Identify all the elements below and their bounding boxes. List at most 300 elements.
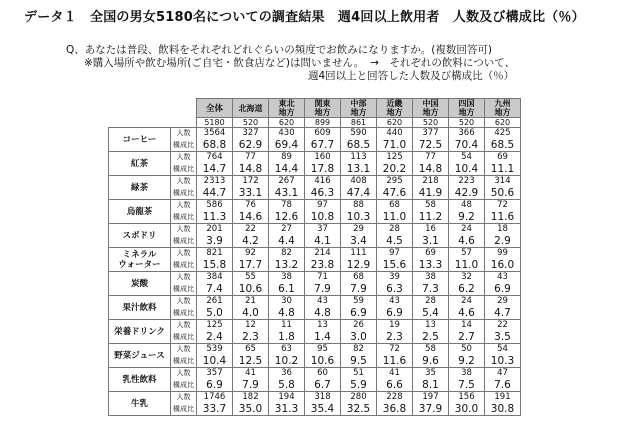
base-n-cell: 520 — [413, 118, 449, 128]
ratio-cell: 11.1 — [485, 162, 521, 176]
table-row — [109, 368, 521, 379]
ratio-cell: 33.1 — [233, 186, 269, 200]
count-cell: 57 — [449, 248, 485, 259]
base-n-cell: 620 — [377, 118, 413, 128]
count-cell: 384 — [197, 272, 233, 283]
table-row — [109, 186, 521, 200]
ratio-cell: 35.0 — [233, 402, 269, 416]
beverage-label — [109, 248, 171, 272]
beverage-label-text: スポドリ — [122, 230, 157, 241]
count-cell: 24 — [449, 296, 485, 307]
count-cell: 54 — [485, 344, 521, 355]
ratio-cell: 62.9 — [233, 138, 269, 152]
count-cell: 63 — [269, 344, 305, 355]
ratio-cell: 4.0 — [233, 306, 269, 320]
beverage-label-text: 栄養ドリンク — [114, 326, 165, 337]
table-row — [109, 354, 521, 368]
count-cell: 191 — [485, 392, 521, 403]
column-header — [413, 99, 449, 118]
ratio-cell: 36.8 — [377, 402, 413, 416]
column-header — [341, 99, 377, 118]
ratio-cell: 47.6 — [377, 186, 413, 200]
count-cell: 68 — [341, 272, 377, 283]
base-n-cell: 520 — [449, 118, 485, 128]
column-header-text: 東北 — [278, 99, 295, 108]
ratio-cell: 14.4 — [269, 162, 305, 176]
ratio-label: 構成比 — [171, 162, 197, 176]
ratio-cell: 10.6 — [305, 354, 341, 368]
count-cell: 11 — [269, 320, 305, 331]
count-cell: 3564 — [197, 128, 233, 139]
beverage-label — [109, 152, 171, 176]
column-header-text: 地方 — [314, 108, 331, 117]
count-cell: 37 — [305, 224, 341, 235]
count-cell: 95 — [305, 344, 341, 355]
count-cell: 12 — [233, 320, 269, 331]
count-cell: 76 — [233, 200, 269, 211]
table-row — [109, 296, 521, 307]
column-header-text: 地方 — [422, 108, 439, 117]
question-note-scope: それぞれの飲料について、 — [389, 57, 516, 69]
count-cell: 88 — [341, 200, 377, 211]
column-header-text: 地方 — [494, 108, 511, 117]
ratio-cell: 14.7 — [197, 162, 233, 176]
count-cell: 18 — [485, 224, 521, 235]
ratio-cell: 30.0 — [449, 402, 485, 416]
ratio-cell: 12.6 — [269, 210, 305, 224]
ratio-cell: 5.0 — [197, 306, 233, 320]
ratio-cell: 46.3 — [305, 186, 341, 200]
ratio-cell: 5.8 — [269, 378, 305, 392]
ratio-cell: 6.3 — [377, 282, 413, 296]
ratio-cell: 10.4 — [197, 354, 233, 368]
count-cell: 1746 — [197, 392, 233, 403]
beverage-label — [109, 272, 171, 296]
column-header-text: 四国 — [458, 99, 475, 108]
ratio-cell: 1.4 — [305, 330, 341, 344]
table-row — [109, 152, 521, 163]
table-row — [109, 378, 521, 392]
count-cell: 125 — [197, 320, 233, 331]
count-cell: 160 — [305, 152, 341, 163]
count-cell: 295 — [377, 176, 413, 187]
ratio-cell: 7.4 — [197, 282, 233, 296]
ratio-cell: 2.7 — [449, 330, 485, 344]
count-label: 人数 — [171, 392, 197, 403]
table-row — [109, 234, 521, 248]
beverage-label-text: 牛乳 — [130, 398, 148, 409]
question-text: Q、あなたは普段、飲料をそれぞれどれぐらいの頻度でお飲みになりますか。(複数回答可) — [66, 44, 492, 56]
beverage-label — [109, 296, 171, 320]
ratio-label: 構成比 — [171, 402, 197, 416]
ratio-cell: 5.9 — [341, 378, 377, 392]
count-cell: 69 — [485, 152, 521, 163]
ratio-cell: 6.1 — [269, 282, 305, 296]
column-header-text: 地方 — [386, 108, 403, 117]
table-row — [109, 344, 521, 355]
count-cell: 32 — [449, 272, 485, 283]
ratio-cell: 35.4 — [305, 402, 341, 416]
count-cell: 41 — [377, 368, 413, 379]
ratio-label: 構成比 — [171, 258, 197, 272]
count-cell: 377 — [413, 128, 449, 139]
ratio-cell: 13.2 — [269, 258, 305, 272]
ratio-cell: 6.9 — [485, 282, 521, 296]
ratio-label: 構成比 — [171, 354, 197, 368]
count-cell: 21 — [233, 296, 269, 307]
table-row — [109, 330, 521, 344]
table-row — [109, 128, 521, 139]
ratio-cell: 44.7 — [197, 186, 233, 200]
ratio-cell: 7.9 — [233, 378, 269, 392]
ratio-cell: 7.9 — [305, 282, 341, 296]
count-cell: 55 — [233, 272, 269, 283]
count-cell: 416 — [305, 176, 341, 187]
ratio-cell: 3.5 — [485, 330, 521, 344]
column-header — [269, 99, 305, 118]
ratio-cell: 6.7 — [305, 378, 341, 392]
ratio-label: 構成比 — [171, 306, 197, 320]
count-cell: 43 — [485, 272, 521, 283]
count-cell: 13 — [413, 320, 449, 331]
count-cell: 48 — [449, 200, 485, 211]
count-cell: 19 — [377, 320, 413, 331]
ratio-cell: 11.0 — [449, 258, 485, 272]
ratio-cell: 6.9 — [341, 306, 377, 320]
count-cell: 38 — [413, 272, 449, 283]
ratio-cell: 11.0 — [377, 210, 413, 224]
count-cell: 318 — [305, 392, 341, 403]
ratio-cell: 4.5 — [377, 234, 413, 248]
column-header — [197, 99, 233, 118]
count-label: 人数 — [171, 320, 197, 331]
count-cell: 43 — [305, 296, 341, 307]
count-cell: 609 — [305, 128, 341, 139]
beverage-label-text: 野菜ジュース — [114, 350, 165, 361]
table-row — [109, 162, 521, 176]
ratio-cell: 2.3 — [377, 330, 413, 344]
table-row — [109, 138, 521, 152]
ratio-cell: 13.3 — [413, 258, 449, 272]
ratio-label: 構成比 — [171, 330, 197, 344]
count-cell: 68 — [377, 200, 413, 211]
ratio-cell: 12.9 — [341, 258, 377, 272]
ratio-cell: 42.9 — [449, 186, 485, 200]
column-header — [233, 99, 269, 118]
base-n-row — [109, 118, 521, 128]
base-n-cell: 620 — [269, 118, 305, 128]
beverage-label-text: 緑茶 — [130, 182, 148, 193]
count-cell: 267 — [269, 176, 305, 187]
ratio-cell: 4.6 — [449, 234, 485, 248]
question-note-text: ※購入場所や飲む場所(ご自宅・飲食店など)は問いません。 — [84, 57, 365, 69]
ratio-cell: 10.2 — [269, 354, 305, 368]
count-cell: 590 — [341, 128, 377, 139]
ratio-cell: 47.4 — [341, 186, 377, 200]
count-cell: 77 — [233, 152, 269, 163]
count-cell: 35 — [413, 368, 449, 379]
count-cell: 38 — [449, 368, 485, 379]
count-cell: 51 — [341, 368, 377, 379]
count-label: 人数 — [171, 296, 197, 307]
ratio-cell: 67.7 — [305, 138, 341, 152]
ratio-label: 構成比 — [171, 138, 197, 152]
ratio-cell: 10.3 — [341, 210, 377, 224]
count-cell: 228 — [377, 392, 413, 403]
ratio-cell: 9.2 — [449, 210, 485, 224]
ratio-cell: 68.5 — [341, 138, 377, 152]
ratio-cell: 11.3 — [197, 210, 233, 224]
ratio-cell: 4.8 — [305, 306, 341, 320]
ratio-cell: 3.1 — [413, 234, 449, 248]
column-header — [305, 99, 341, 118]
count-cell: 201 — [197, 224, 233, 235]
count-cell: 218 — [413, 176, 449, 187]
count-cell: 821 — [197, 248, 233, 259]
count-cell: 29 — [341, 224, 377, 235]
count-cell: 586 — [197, 200, 233, 211]
count-cell: 366 — [449, 128, 485, 139]
ratio-cell: 7.5 — [449, 378, 485, 392]
ratio-label: 構成比 — [171, 378, 197, 392]
base-n-blank-cell — [109, 118, 197, 128]
ratio-cell: 3.9 — [197, 234, 233, 248]
ratio-cell: 71.0 — [377, 138, 413, 152]
count-cell: 125 — [377, 152, 413, 163]
beverage-label-text: 烏龍茶 — [126, 206, 153, 217]
table-row — [109, 320, 521, 331]
count-label: 人数 — [171, 200, 197, 211]
ratio-cell: 10.3 — [485, 354, 521, 368]
ratio-cell: 7.9 — [341, 282, 377, 296]
count-cell: 43 — [377, 296, 413, 307]
count-cell: 197 — [413, 392, 449, 403]
ratio-cell: 4.1 — [305, 234, 341, 248]
ratio-cell: 6.9 — [377, 306, 413, 320]
ratio-cell: 32.5 — [341, 402, 377, 416]
ratio-cell: 69.4 — [269, 138, 305, 152]
ratio-cell: 14.8 — [413, 162, 449, 176]
column-header-text: 北海道 — [238, 103, 263, 113]
count-cell: 194 — [269, 392, 305, 403]
count-cell: 430 — [269, 128, 305, 139]
ratio-cell: 10.6 — [233, 282, 269, 296]
beverage-label — [109, 200, 171, 224]
ratio-label: 構成比 — [171, 234, 197, 248]
arrow-icon: → — [370, 57, 379, 69]
count-cell: 47 — [485, 368, 521, 379]
ratio-cell: 2.4 — [197, 330, 233, 344]
count-cell: 97 — [305, 200, 341, 211]
count-label: 人数 — [171, 344, 197, 355]
ratio-label: 構成比 — [171, 282, 197, 296]
ratio-cell: 11.6 — [377, 354, 413, 368]
count-cell: 82 — [269, 248, 305, 259]
count-cell: 78 — [269, 200, 305, 211]
ratio-cell: 4.6 — [449, 306, 485, 320]
count-cell: 99 — [485, 248, 521, 259]
count-cell: 2313 — [197, 176, 233, 187]
count-cell: 16 — [413, 224, 449, 235]
count-cell: 92 — [233, 248, 269, 259]
ratio-cell: 12.5 — [233, 354, 269, 368]
count-cell: 26 — [341, 320, 377, 331]
count-cell: 65 — [233, 344, 269, 355]
count-cell: 30 — [269, 296, 305, 307]
count-cell: 82 — [341, 344, 377, 355]
count-cell: 27 — [269, 224, 305, 235]
ratio-cell: 37.9 — [413, 402, 449, 416]
count-cell: 50 — [449, 344, 485, 355]
table-row — [109, 200, 521, 211]
ratio-cell: 6.2 — [449, 282, 485, 296]
ratio-cell: 3.0 — [341, 330, 377, 344]
count-cell: 764 — [197, 152, 233, 163]
count-cell: 38 — [269, 272, 305, 283]
table-row — [109, 272, 521, 283]
beverage-label-text: ミネラル — [122, 249, 157, 260]
ratio-cell: 30.8 — [485, 402, 521, 416]
ratio-cell: 4.8 — [269, 306, 305, 320]
beverage-label — [109, 320, 171, 344]
ratio-cell: 6.9 — [197, 378, 233, 392]
table-row — [109, 392, 521, 403]
beverage-label-text: ウォーター — [118, 259, 161, 270]
ratio-cell: 8.1 — [413, 378, 449, 392]
count-cell: 28 — [413, 296, 449, 307]
count-cell: 71 — [305, 272, 341, 283]
column-header-text: 全体 — [205, 104, 223, 114]
ratio-cell: 6.6 — [377, 378, 413, 392]
ratio-cell: 11.6 — [485, 210, 521, 224]
ratio-cell: 2.9 — [485, 234, 521, 248]
count-cell: 22 — [485, 320, 521, 331]
count-cell: 111 — [341, 248, 377, 259]
beverage-label-text: 炭酸 — [130, 278, 148, 289]
ratio-cell: 68.5 — [485, 138, 521, 152]
beverage-label — [109, 392, 171, 416]
ratio-cell: 50.6 — [485, 186, 521, 200]
count-cell: 327 — [233, 128, 269, 139]
count-cell: 13 — [305, 320, 341, 331]
count-cell: 89 — [269, 152, 305, 163]
count-cell: 97 — [377, 248, 413, 259]
ratio-cell: 10.4 — [449, 162, 485, 176]
table-row — [109, 210, 521, 224]
ratio-cell: 31.3 — [269, 402, 305, 416]
ratio-cell: 17.7 — [233, 258, 269, 272]
count-cell: 24 — [449, 224, 485, 235]
ratio-cell: 2.5 — [413, 330, 449, 344]
base-n-cell: 899 — [305, 118, 341, 128]
count-cell: 22 — [233, 224, 269, 235]
count-label: 人数 — [171, 248, 197, 259]
ratio-cell: 2.3 — [233, 330, 269, 344]
ratio-cell: 17.8 — [305, 162, 341, 176]
count-cell: 314 — [485, 176, 521, 187]
ratio-cell: 4.7 — [485, 306, 521, 320]
count-cell: 440 — [377, 128, 413, 139]
ratio-cell: 68.8 — [197, 138, 233, 152]
ratio-cell: 7.3 — [413, 282, 449, 296]
page-title: データ１ 全国の男女5180名についての調査結果 週4回以上飲用者 人数及び構成比（％） — [24, 10, 585, 25]
beverage-label-text: コーヒー — [122, 134, 157, 145]
ratio-cell: 9.6 — [413, 354, 449, 368]
beverage-label — [109, 176, 171, 200]
ratio-cell: 33.7 — [197, 402, 233, 416]
ratio-cell: 72.5 — [413, 138, 449, 152]
count-cell: 280 — [341, 392, 377, 403]
column-header-text: 九州 — [494, 99, 511, 108]
column-header-text: 地方 — [458, 108, 475, 117]
table-row — [109, 258, 521, 272]
count-cell: 214 — [305, 248, 341, 259]
ratio-cell: 4.2 — [233, 234, 269, 248]
base-n-cell: 620 — [485, 118, 521, 128]
count-cell: 60 — [305, 368, 341, 379]
table-row — [109, 176, 521, 187]
count-cell: 539 — [197, 344, 233, 355]
count-cell: 357 — [197, 368, 233, 379]
ratio-cell: 4.4 — [269, 234, 305, 248]
count-cell: 72 — [485, 200, 521, 211]
column-header — [377, 99, 413, 118]
ratio-cell: 70.4 — [449, 138, 485, 152]
count-label: 人数 — [171, 272, 197, 283]
header-blank-cell — [109, 99, 197, 118]
ratio-cell: 23.8 — [305, 258, 341, 272]
table-row — [109, 306, 521, 320]
ratio-cell: 10.8 — [305, 210, 341, 224]
table-row — [109, 402, 521, 416]
ratio-cell: 43.1 — [269, 186, 305, 200]
table-header-row — [109, 99, 521, 118]
count-cell: 29 — [485, 296, 521, 307]
column-header — [485, 99, 521, 118]
question-note-measure: 週4回以上と回答した人数及び構成比（％） — [308, 70, 515, 82]
count-cell: 58 — [413, 344, 449, 355]
count-cell: 425 — [485, 128, 521, 139]
count-cell: 156 — [449, 392, 485, 403]
beverage-label-text: 紅茶 — [130, 158, 148, 169]
ratio-cell: 13.1 — [341, 162, 377, 176]
count-cell: 41 — [233, 368, 269, 379]
count-cell: 58 — [413, 200, 449, 211]
column-header-text: 地方 — [350, 108, 367, 117]
ratio-cell: 15.8 — [197, 258, 233, 272]
base-n-cell: 5180 — [197, 118, 233, 128]
count-cell: 223 — [449, 176, 485, 187]
count-cell: 54 — [449, 152, 485, 163]
ratio-cell: 5.4 — [413, 306, 449, 320]
ratio-cell: 14.6 — [233, 210, 269, 224]
ratio-cell: 1.8 — [269, 330, 305, 344]
base-n-cell: 520 — [233, 118, 269, 128]
table-row — [109, 248, 521, 259]
count-cell: 77 — [413, 152, 449, 163]
ratio-cell: 15.6 — [377, 258, 413, 272]
results-table — [108, 98, 521, 416]
count-label: 人数 — [171, 224, 197, 235]
count-label: 人数 — [171, 176, 197, 187]
count-cell: 172 — [233, 176, 269, 187]
ratio-cell: 11.2 — [413, 210, 449, 224]
count-cell: 39 — [377, 272, 413, 283]
column-header-text: 近畿 — [386, 99, 403, 108]
count-cell: 182 — [233, 392, 269, 403]
column-header-text: 関東 — [314, 99, 331, 108]
ratio-cell: 3.4 — [341, 234, 377, 248]
